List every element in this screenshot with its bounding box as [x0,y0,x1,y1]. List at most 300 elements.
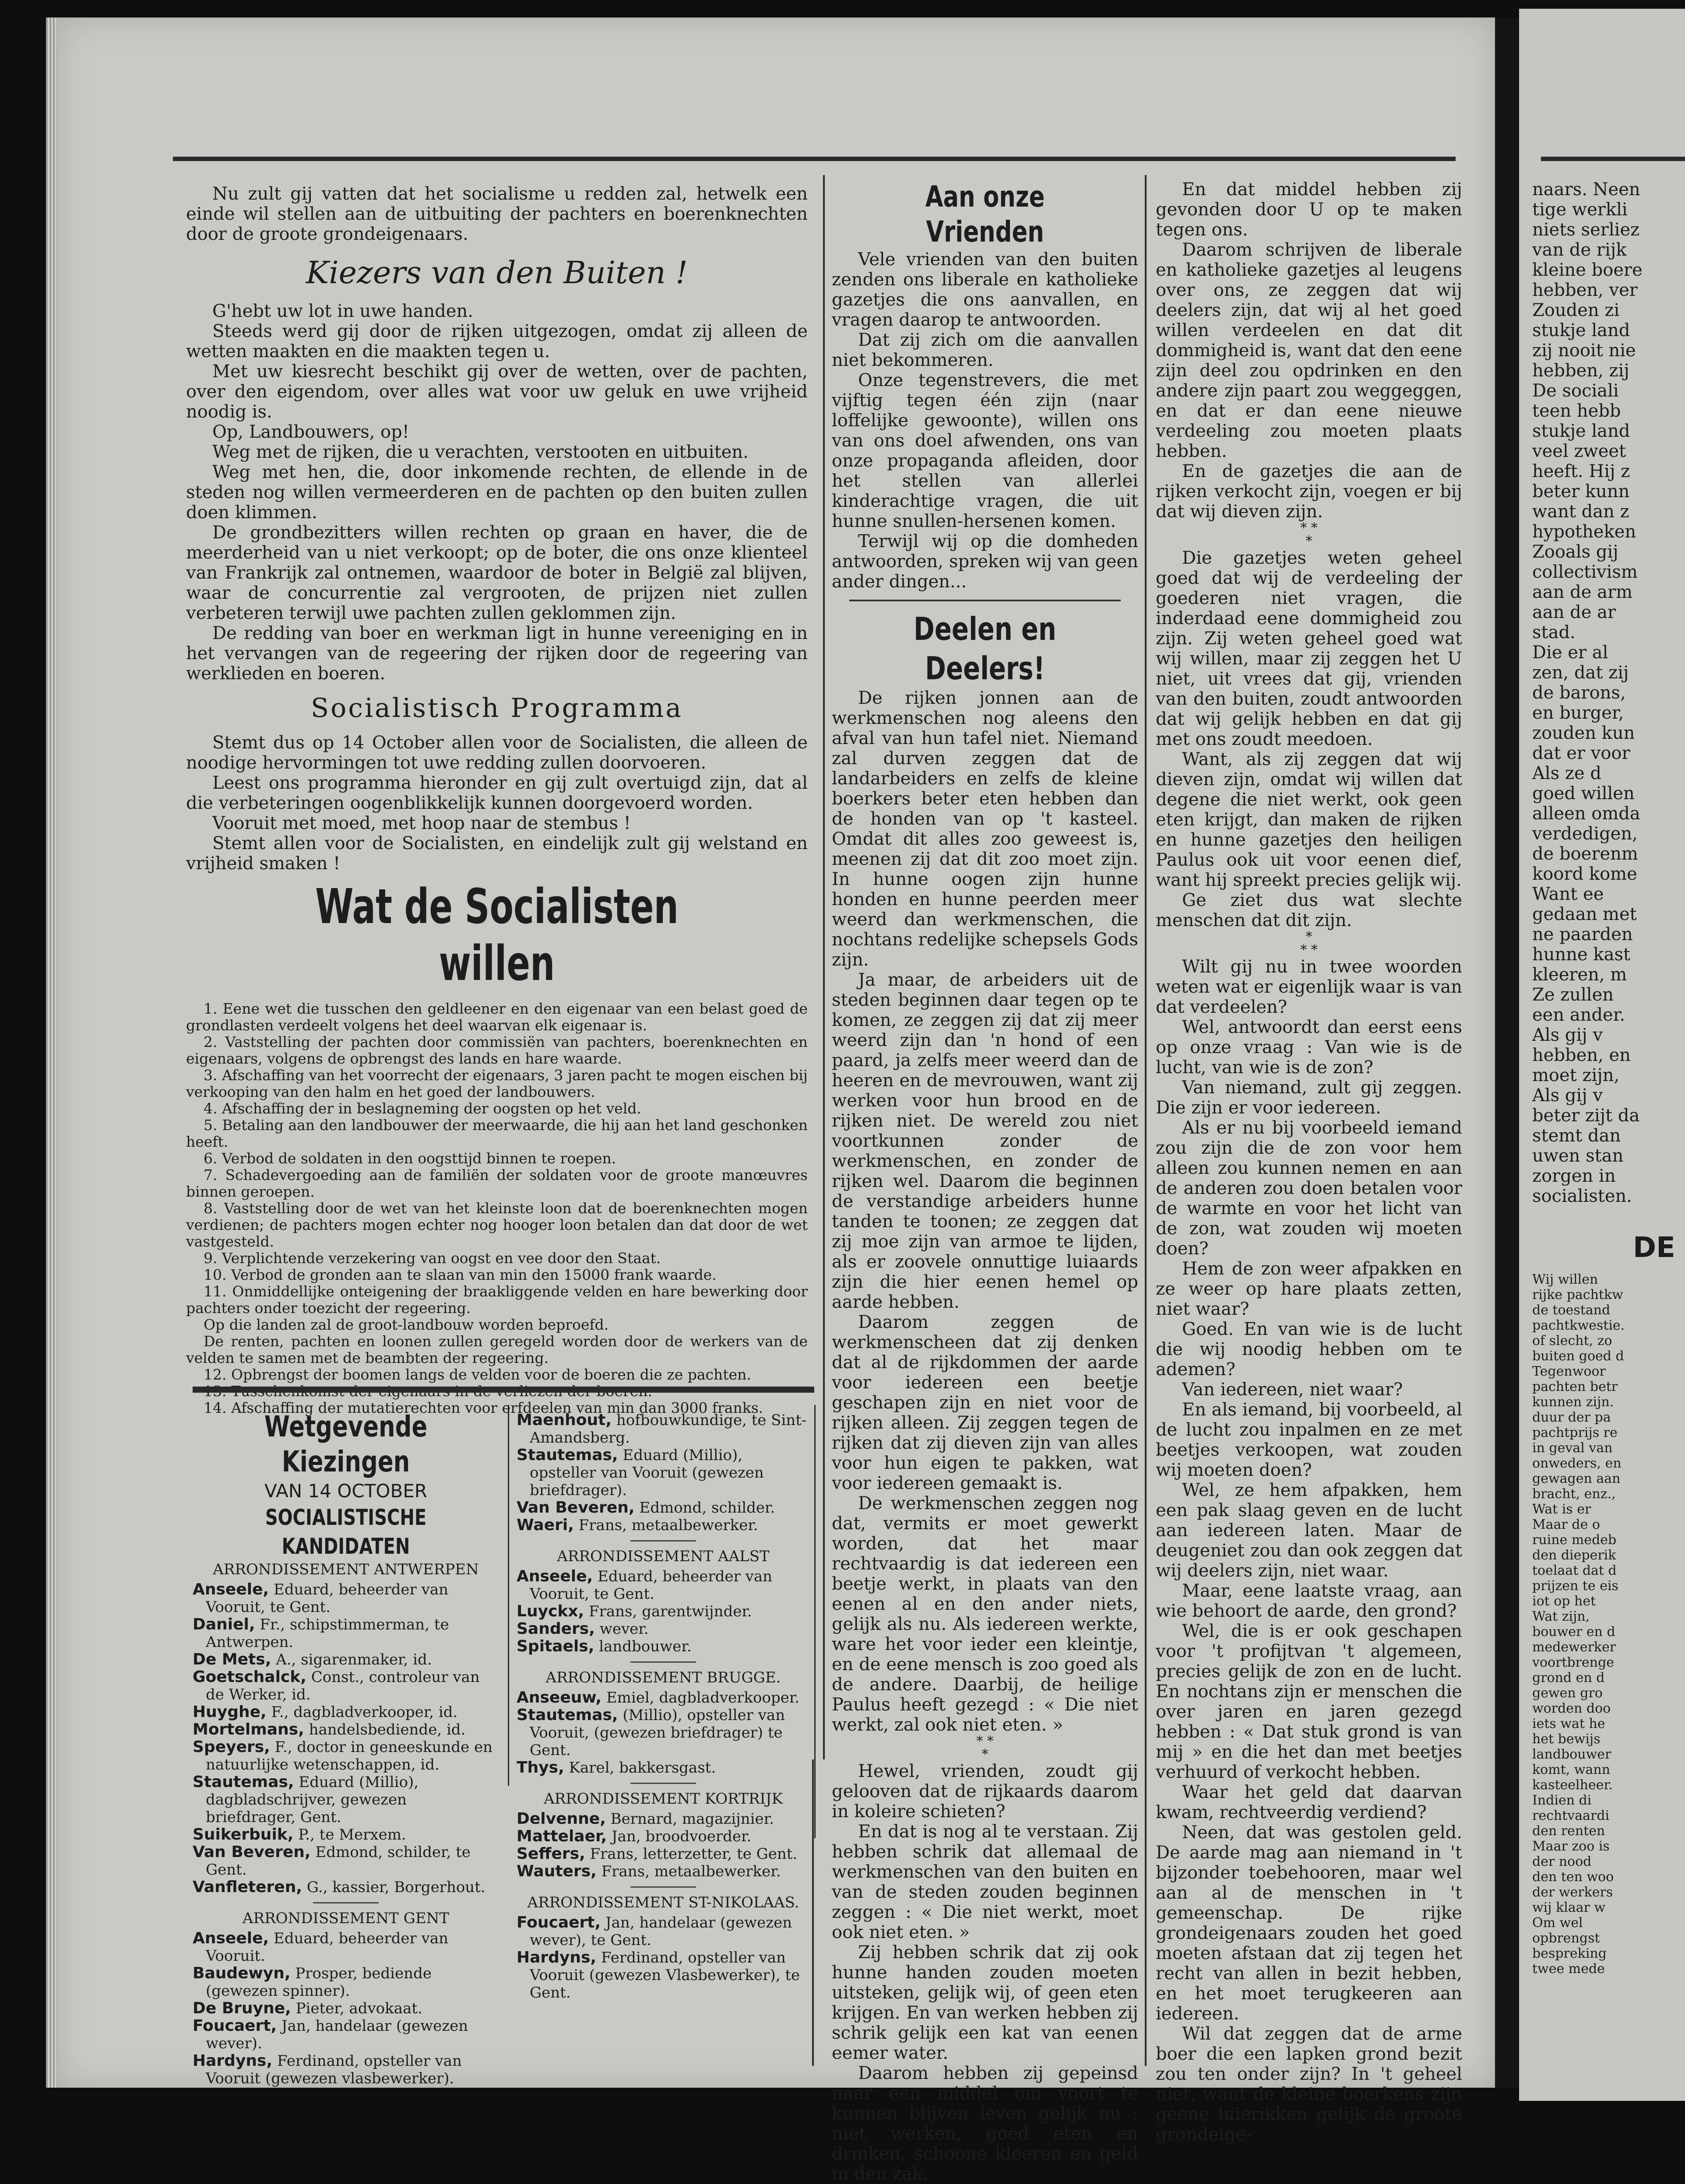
paragraph: Daarom zeggen de werkmenscheen dat zij denken dat al de rijkdommen der aarde voor iedereen een beetje geschapen zijn en niet voor de rijken alleen. Zij zeggen tegen de rijken dat zij dieven zijn van alles voor hun eigen te pakken, wat voor iedereen gemaakt is. [832,1312,1138,1493]
paragraph: De grondbezitters willen rechten op graan en haver, die de meerderheid van u niet verkoopt; op de boter, die ons onze klienteel van Frankrijk zal ontnemen, waardoor de boter in België zal blijven, waar de concurrentie zal vergrooten, de prijzen niet zullen verbeteren terwijl uwe pachten zullen geklommen zijn. [186,523,808,623]
neighbor-line: dat er voor [1532,743,1630,763]
candidate-name: Suikerbuik, [193,1826,294,1843]
paragraph: Steeds werd gij door de rijken uitgezogen, omdat zij alleen de wetten maakten en die maakten tegen u. [186,321,808,362]
candidate-name: Van Beveren, [193,1843,311,1861]
candidate-list-aalst [517,1568,810,1655]
kiezers-title: Kiezers van den Buiten ! [306,255,688,291]
neighbor-small-line: medewerker [1532,1640,1616,1655]
paragraph: Hewel, vrienden, zoudt gij gelooven dat de rijkaards daarom in koleire schieten? [832,1761,1138,1822]
candidate-entry [193,1581,499,1616]
candidate-name: Mattelaer, [517,1827,607,1845]
paragraph: Waar het geld dat daarvan kwam, rechtveerdig verdiend? [1156,1782,1462,1822]
candidate-entry [193,1965,499,2000]
candidate-desc: Frans, garentwijnder. [584,1603,752,1620]
candidate-entry [517,1845,810,1863]
candidate-entry [193,1703,499,1721]
asterism: * * * [976,1734,994,1762]
neighbor-text [1532,179,1685,1206]
page-gutter [1495,18,1519,2088]
neighbor-small-line: grond en d [1532,1670,1605,1685]
candidate-entry [517,1412,810,1447]
neighbor-small-line: landbouwer [1532,1747,1611,1762]
neighbor-small-line: worden doo [1532,1701,1611,1716]
paragraph: Op, Landbouwers, op! [212,422,409,442]
neighbor-line: zouden kun [1532,723,1635,743]
candidate-entry [517,1949,810,2001]
paragraph: Als er nu bij voorbeeld iemand zou zijn die de zon voor hem alleen zou kunnen nemen en aan de anderen zou doen betalen voor de warmte en voor het licht van de zon, wat zouden wij moeten doen? [1156,1118,1462,1259]
candidate-desc: hofbouwkundige, te Sint-Amandsberg. [530,1412,807,1447]
kiezingen-title: Wetgevende Kiezingen [264,1410,428,1478]
candidate-name: Stautemas, [517,1706,618,1724]
candidate-name: Stautemas, [517,1446,618,1464]
neighbor-line: gedaan met [1532,904,1637,924]
program-item: 8. Vaststelling door de wet van het kleinste loon dat de boerenknechten mogen verdienen; de pachters mogen echter nog hooger loon betalen dan dat door de wet vastgesteld. [186,1200,808,1250]
neighbor-small-line: in geval van [1532,1440,1613,1456]
program-item: 4. Afschaffing der in beslagneming der oogsten op het veld. [204,1100,641,1117]
candidate-entry [193,1773,499,1826]
neighbor-line: zij nooit nie [1532,341,1636,361]
neighbor-small-text [1532,1272,1685,1977]
candidate-name: Goetschalck, [193,1668,306,1686]
column-kandidaten-left [193,1409,499,2087]
candidate-entry [193,2017,499,2052]
column-kandidaten-right [517,1412,810,2001]
neighbor-small-line: den renten [1532,1823,1605,1839]
neighbor-line: Die er al [1532,643,1608,663]
candidate-desc: (Millio), opsteller van Vooruit, (gewezen briefdrager) te Gent. [530,1706,785,1759]
neighbor-small-line: den dieperik [1532,1548,1616,1563]
neighbor-small-line: Indien di [1532,1793,1592,1808]
top-rule [173,157,1456,161]
column-deelers-cont [1156,179,1462,2145]
neighbor-line: moet zijn, [1532,1065,1620,1085]
candidate-entry [517,1863,810,1880]
paragraph: Die gazetjes weten geheel goed dat wij de verdeeling der goederen niet vragen, die inderdaad eene dommigheid zou zijn. Zij weten geheel goed wat wij willen, maar zij zeggen het U niet, uit vrees dat gij, vrienden van den buiten, zoudt antwoorden dat wij gelijk hebben en dat gij met ons zoudt meedoen. [1156,548,1462,749]
paragraph: Van iedereen, niet waar? [1182,1380,1403,1400]
program-item: 11. Onmiddellijke onteigening der braakliggende velden en hare bewerking door pachters onder toezicht der regeering. [186,1283,808,1317]
candidate-entry [193,1879,499,1896]
candidate-desc: Bernard, magazijnier. [605,1810,774,1828]
candidate-name: Mortelmans, [193,1721,304,1738]
candidate-list-gent [193,1930,499,2087]
neighbor-line: aan de arm [1532,582,1633,602]
paragraph: G'hebt uw lot in uwe handen. [212,301,473,321]
program-item: 12. Opbrengst der boomen langs de velden voor de boeren die ze pachten. [204,1366,751,1383]
column-vrienden [832,179,1138,2184]
candidate-desc: Frans, metaalbewerker. [573,1517,758,1534]
candidate-entry [517,1568,810,1603]
candidate-entry [517,1620,810,1638]
candidate-entry [193,1738,499,1773]
program-title: Socialistisch Programma [311,693,683,723]
paragraph: Leest ons programma hieronder en gij zult overtuigd zijn, dat al die verbeteringen oogenblikkelijk kunnen doorgevoerd worden. [186,773,808,813]
neighbor-small-line: der nood [1532,1854,1592,1869]
neighbor-line: de boerenm [1532,844,1638,864]
candidate-entry [193,1651,499,1668]
paragraph: En dat is nog al te verstaan. Zij hebben schrik dat allemaal de werkmenschen van den buiten en van de steden zouden beginnen zeggen : « Die niet werkt, moet ook niet eten. » [832,1822,1138,1942]
separator [630,1540,696,1541]
paragraph: Want, als zij zeggen dat wij dieven zijn, omdat wij willen dat degene die niet werkt, ook geen eten krijgt, dan maken de rijken en hunne gazetjes den heiligen Paulus ook uit voor eenen dief, want hij spreekt precies gelijk wij. [1156,749,1462,890]
neighbor-line: beter kunn [1532,481,1630,502]
neighbor-line: stukje land [1532,421,1630,441]
arrondissement-heading: ARRONDISSEMENT ANTWERPEN [213,1561,479,1578]
paragraph: En de gazetjes die aan de rijken verkocht zijn, voegen er bij dat wij dieven zijn. [1156,461,1462,522]
neighbor-small-line: Om wel [1532,1915,1583,1931]
neighbor-small-line: Maar de o [1532,1517,1600,1532]
candidate-name: Waeri, [517,1516,574,1534]
candidate-entry [517,1447,810,1499]
neighbor-small-line: den ten woo [1532,1869,1614,1885]
neighbor-line: Als gij v [1532,1025,1603,1045]
candidate-desc: Eduard, beheerder van Vooruit. [206,1930,448,1965]
paragraph: Met uw kiesrecht beschikt gij over de wetten, over de pachten, over den eigendom, over alles wat voor uw geluk en uwe vrijheid noodig is. [186,362,808,422]
paragraph: Vele vrienden van den buiten zenden ons liberale en katholieke gazetjes die ons aanvallen, en vragen daarop te antwoorden. [832,249,1138,330]
candidate-entry [193,1616,499,1651]
vrienden-title: Aan onze Vrienden [925,180,1045,249]
neighbor-line: teen hebb [1532,401,1621,421]
neighbor-line: hebben, zij [1532,361,1629,381]
column-rule [823,175,825,1759]
arrondissement-heading: ARRONDISSEMENT AALST [557,1548,770,1565]
asterism: * * * [1300,520,1318,549]
candidate-name: Hardyns, [517,1949,597,1966]
neighbor-small-line: of slecht, zo [1532,1333,1612,1348]
candidate-name: Daniel, [193,1615,255,1633]
candidate-name: Delvenne, [517,1810,606,1828]
neighbor-line: socialisten. [1532,1186,1632,1206]
neighbor-small-line: rechtvaardi [1532,1808,1610,1823]
neighbor-line: veel zweet [1532,441,1626,461]
paragraph: Zij hebben schrik dat zij ook hunne handen zouden moeten uitsteken, gelijk wij, of geen eten krijgen. En van werken hebben zij schrik gelijk een kat van eenen eemer water. [832,1942,1138,2063]
paragraph: Stemt allen voor de Socialisten, en eindelijk zult gij welstand en vrijheid smaken ! [186,833,808,874]
program-item: 7. Schadevergoeding aan de familiën der soldaten voor de groote manœuvres binnen geroepen. [186,1166,808,1200]
program-item: De renten, pachten en loonen zullen geregeld worden door de werkers van de velden te samen met de beambten der regeering. [186,1333,808,1366]
candidate-name: Foucaert, [193,2017,277,2035]
candidate-desc: Eduard, beheerder van Vooruit, te Gent. [530,1568,772,1603]
program-item: 14. Afschaffing der mutatierechten voor erfdeelen van min dan 3000 franks. [204,1399,763,1416]
neighbor-small-line: onweders, en [1532,1456,1622,1471]
section-rule [849,600,1121,601]
neighbor-line: verdedigen, [1532,824,1638,844]
paragraph: De werkmenschen zeggen nog dat, vermits er moet gewerkt worden, dat het maar rechtvaardig is dat iedereen een beetje werkt, in plaats van den eenen al en den ander niets, gelijk als nu. Als iedereen werkte, ware het voor ieder een kleintje, en de eene mensch is zoo goed als de andere. Daarbij, de heilige Paulus heeft gezegd : « Die niet werkt, zal ook niet eten. » [832,1493,1138,1735]
arrondissement-heading: ARRONDISSEMENT GENT [242,1910,450,1927]
candidate-desc: wever. [594,1620,649,1638]
section-rule [193,1387,814,1393]
neighbor-line: alleen omda [1532,804,1640,824]
candidate-desc: Const., controleur van de Werker, id. [206,1668,480,1703]
candidate-desc: Frans, letterzetter, te Gent. [585,1845,798,1863]
candidate-list-antwerpen [193,1581,499,1896]
candidate-desc: Ferdinand, opsteller van Vooruit (gewezen vlasbewerker). [206,2052,462,2087]
paragraph: De redding van boer en werkman ligt in hunne vereeniging en in het vervangen van de regeering der rijken door de regeering van werklieden en boeren. [186,623,808,684]
deelen-title: Deelen en Deelers! [914,611,1056,687]
neighbor-small-line: ruine medeb [1532,1532,1617,1548]
candidate-name: Anseele, [517,1567,593,1585]
neighbor-small-line: pachten betr [1532,1379,1618,1394]
neighbor-small-line: voortbrenge [1532,1655,1615,1670]
paragraph: Vooruit met moed, met hoop naar de stembus ! [212,813,631,833]
candidate-name: Anseeuw, [517,1689,602,1706]
candidate-desc: Frans, metaalbewerker. [596,1863,781,1880]
neighbor-line: goed willen [1532,783,1635,804]
paragraph: Daarom schrijven de liberale en katholieke gazetjes al leugens over ons, ze zeggen dat wij deelers zijn, dat wij al het goed willen verdeelen en dat dit dommigheid is, want dat den eene zijn deel zou opdrinken en den andere zijn paart zou weggeggen, en dat er dan eene nieuwe verdeeling zou moeten plaats hebben. [1156,240,1462,461]
paragraph: Hem de zon weer afpakken en ze weer op hare plaats zetten, niet waar? [1156,1259,1462,1319]
arrondissement-heading: ARRONDISSEMENT KORTRIJK [544,1790,783,1808]
neighbor-small-line: duur der pa [1532,1410,1611,1425]
neighbor-line: stukje land [1532,320,1630,341]
candidate-desc: Eduard (Millio), opsteller van Vooruit (gewezen briefdrager). [530,1447,764,1499]
neighbor-line: De sociali [1532,381,1619,401]
neighbor-small-line: Wat is er [1532,1502,1591,1517]
candidate-desc: F., doctor in geneeskunde en natuurlijke wetenschappen, id. [206,1738,493,1773]
program-item: Op die landen zal de groot-landbouw worden beproefd. [204,1316,609,1333]
candidate-desc: G., kassier, Borgerhout. [302,1879,485,1896]
neighbor-small-line: gewen gro [1532,1685,1603,1701]
neighbor-line: hunne kast [1532,945,1631,965]
neighbor-line: stemt dan [1532,1126,1621,1146]
candidate-name: Hardyns, [193,2052,273,2070]
paragraph: De rijken jonnen aan de werkmenschen nog aleens den afval van hun tafel niet. Niemand zal durven zeggen dat de landarbeiders en zelfs de kleine boerkers beter eten hebben dan de honden van op 't kasteel. Omdat dit alles zoo geweest is, meenen zij dat dit zoo moet zijn. In hunne oogen zijn hunne honden en hunne peerden meer weerd dan werkmenschen, die nochtans redelijke schepsels Gods zijn. [832,688,1138,970]
kiezingen-subtitle: VAN 14 OCTOBER [264,1480,427,1502]
candidate-desc: Eduard, beheerder van Vooruit, te Gent. [206,1581,448,1616]
candidate-name: Maenhout, [517,1411,612,1429]
paragraph: Ja maar, de arbeiders uit de steden beginnen daar tegen op te komen, ze zeggen zij dat zij meer weerd zijn dan 'n hond of een paard, ja zelfs meer weerd dan de heeren en de mevrouwen, want zij werken voor hun brood en de rijken niet. De wereld zou niet voortkunnen zonder de werkmenschen, en zonder de rijken wel. Daarom die beginnen de verstandige arbeiders hunne tanden te toonen; ze zeggen dat zij moe zijn van armoe te lijden, als er zoovele onnuttige luiaards zijn die hier eenen hemel op aarde hebben. [832,970,1138,1312]
neighbor-small-line: Wij willen [1532,1272,1598,1287]
neighbor-line: Want ee [1532,884,1604,904]
paragraph: Wel, antwoordt dan eerst eens op onze vraag : Van wie is de lucht, van wie is de zon? [1156,1017,1462,1078]
column-rule [1145,175,1147,2066]
candidate-entry [193,2000,499,2017]
neighbor-small-line: het bewijs [1532,1731,1601,1747]
candidate-desc: landbouwer. [594,1638,692,1655]
candidate-name: Stautemas, [193,1773,294,1791]
candidate-name: Vanfleteren, [193,1878,303,1896]
candidate-entry [193,1826,499,1843]
neighbor-small-line: iot op het [1532,1594,1596,1609]
program-list [186,1001,808,1416]
paragraph: Stemt dus op 14 October allen voor de Socialisten, die alleen de noodige hervormingen tot uwe redding zullen doorvoeren. [186,733,808,773]
candidate-entry [517,1689,810,1706]
paragraph: Goed. En van wie is de lucht die wij noodig hebben om te ademen? [1156,1319,1462,1380]
neighbor-small-line: kunnen zijn. [1532,1394,1614,1410]
paragraph: Wilt gij nu in twee woorden weten wat er eigenlijk waar is van dat verdeelen? [1156,957,1462,1017]
candidate-name: Baudewyn, [193,1964,291,1982]
candidate-desc: Ferdinand, opsteller van Vooruit (gewezen Vlasbewerker), te Gent. [530,1949,800,2001]
column-rule [812,1759,814,2066]
intro-paragraph: Nu zult gij vatten dat het socialisme u redden zal, hetwelk een einde wil stellen aan de uitbuiting der pachters en boerenknechten door de groote grondeigenaars. [186,184,808,244]
neighbor-small-line: rijke pachtkw [1532,1287,1623,1303]
candidate-name: Foucaert, [517,1914,601,1931]
candidate-name: Luyckx, [517,1602,584,1620]
program-item: 5. Betaling aan den landbouwer der meerwaarde, die hij aan het land geschonken heeft. [186,1117,808,1150]
willen-title: Wat de Socialisten willen [315,878,679,991]
neighbor-line: ne paarden [1532,924,1633,945]
paragraph: Weg met hen, die, door inkomende rechten, de ellende in de steden nog willen vermeerderen en de pachten op den buiten zullen doen klimmen. [186,462,808,523]
candidate-list-stnik [517,1914,810,2001]
neighbor-small-line: de toestand [1532,1303,1611,1318]
candidate-name: De Bruyne, [193,1999,291,2017]
neighbor-small-line: twee mede [1532,1961,1605,1977]
program-item: 6. Verbod de soldaten in den oogsttijd binnen te roepen. [204,1150,616,1167]
candidate-desc: Jan, handelaar (gewezen wever), te Gent. [530,1914,792,1949]
paragraph: Wel, ze hem afpakken, hem een pak slaag geven en de lucht aan iedereen laten. Maar de deugeniet zou dan ook zeggen dat wij deelers zijn, niet waar. [1156,1480,1462,1581]
candidate-desc: Jan, handelaar (gewezen wever). [206,2017,468,2052]
neighbor-small-line: prijzen te eis [1532,1578,1618,1594]
candidate-entry [193,1668,499,1703]
candidate-name: Anseele, [193,1929,269,1947]
candidate-list-kortrijk [517,1810,810,1880]
neighbor-small-line: wij klaar w [1532,1900,1606,1915]
neighbor-line: kleeren, m [1532,965,1627,985]
separator [630,1886,696,1888]
neighbor-line: Als ze d [1532,763,1601,783]
candidate-list-gent-cont [517,1412,810,1534]
candidate-desc: Edmond, schilder. [634,1499,775,1517]
arrondissement-heading: ARRONDISSEMENT BRUGGE. [545,1669,781,1686]
separator [313,1902,379,1903]
candidate-entry [517,1603,810,1620]
column-rule [508,1405,509,1786]
neighbor-line: beter zijt da [1532,1106,1640,1126]
neighbor-line: hebben, ver [1532,280,1638,300]
neighbor-small-line: Wat zijn, [1532,1609,1590,1624]
candidate-name: Spitaels, [517,1637,594,1655]
candidate-entry [517,1759,810,1777]
candidate-desc: Jan, broodvoerder. [607,1828,752,1845]
candidate-name: Huyghe, [193,1703,267,1721]
neighbor-line: Als gij v [1532,1085,1603,1106]
neighbor-line: collectivism [1532,562,1638,582]
neighbor-line: Ze zullen [1532,985,1614,1005]
neighbor-line: hebben, en [1532,1045,1631,1065]
paragraph: Daarom hebben zij gepeinsd naar een middel om voort te kunnen blijven leven gelijk nu : niet werken, goed eten en drinken, schoone kleeren en geld in den zak. [832,2063,1138,2184]
neighbor-line: een ander. [1532,1005,1625,1025]
neighbor-line: hypotheken [1532,522,1636,542]
neighbor-small-line: opbrengst [1532,1931,1600,1946]
neighbor-line: koord kome [1532,864,1637,884]
candidate-desc: Fr., schipstimmerman, te Antwerpen. [206,1616,449,1651]
candidate-name: De Mets, [193,1650,271,1668]
candidate-entry [517,1499,810,1517]
candidate-name: Anseele, [193,1580,269,1598]
neighbor-line: Zouden zi [1532,300,1620,320]
paragraph: Neen, dat was gestolen geld. De aarde mag aan niemand in 't bijzonder toebehooren, maar wel aan al de menschen in 't gemeenschap. De rijke grondeigenaars zouden het goed moeten afstaan dat zij tegen het recht van allen in bezit hebben, en het moet terugkeeren aan iedereen. [1156,1822,1462,2024]
neighbor-line: want dan z [1532,502,1629,522]
program-item: 1. Eene wet die tusschen den geldleener en den eigenaar van een belast goed de grondlasten verdeelt volgens het deel waarvan elk eigenaar is. [186,1000,808,1034]
neighbor-small-line: toelaat dat d [1532,1563,1617,1578]
candidate-desc: Prosper, bediende (gewezen spinner). [206,1965,432,2000]
candidate-entry [517,1638,810,1655]
neighbor-small-line: buiten goed d [1532,1348,1624,1364]
program-item: 10. Verbod de gronden aan te slaan van min den 15000 frank waarde. [204,1266,717,1283]
candidate-entry [193,1930,499,1965]
candidate-entry [517,1914,810,1949]
neighbor-small-line: pachtkwestie. [1532,1318,1625,1333]
asterism: * * * [1300,929,1318,958]
separator [630,1783,696,1784]
neighbor-small-line: kasteelheer. [1532,1777,1613,1793]
column-kiezers [186,184,808,1416]
program-item: 3. Afschaffing van het voorrecht der eigenaars, 3 jaren pacht te mogen eischen bij verkooping van den halm en het goed der landbouwers. [186,1067,808,1100]
neighbor-line: tige werkli [1532,200,1628,220]
candidate-desc: Emiel, dagbladverkooper. [602,1689,800,1706]
candidate-name: Van Beveren, [517,1499,635,1517]
candidate-list-brugge [517,1689,810,1777]
neighbor-small-line: bespreking [1532,1946,1607,1961]
candidate-name: Wauters, [517,1862,597,1880]
paragraph: Terwijl wij op die domheden antwoorden, spreken wij van geen ander dingen... [832,531,1138,592]
paragraph: Dat zij zich om die aanvallen niet bekommeren. [832,330,1138,370]
neighbor-line: en burger, [1532,703,1624,723]
paragraph: Ge ziet dus wat slechte menschen dat dit zijn. [1156,890,1462,930]
candidate-entry [517,1517,810,1534]
neighbor-line: de barons, [1532,683,1626,703]
candidate-desc: Karel, bakkersgast. [564,1759,716,1777]
candidate-name: Seffers, [517,1845,585,1863]
neighbor-line: stad. [1532,622,1576,643]
candidate-entry [193,1721,499,1738]
neighbor-line: kleine boere [1532,260,1643,280]
paragraph: En dat middel hebben zij gevonden door U op te maken tegen ons. [1156,179,1462,240]
neighbor-small-line: Maar zoo is [1532,1839,1610,1854]
neighbor-line: van de rijk [1532,240,1627,260]
kandidaten-heading: SOCIALISTISCHE KANDIDATEN [265,1505,427,1559]
paragraph: En als iemand, bij voorbeeld, al de lucht zou inpalmen en ze met beetjes verkoopen, wat zouden wij moeten doen? [1156,1400,1462,1480]
program-item: 9. Verplichtende verzekering van oogst en vee door den Staat. [204,1250,661,1267]
neighbor-line: heeft. Hij z [1532,461,1630,481]
neighbor-small-line: pachtprijs re [1532,1425,1618,1440]
neighbor-heading: DE [1633,1232,1675,1264]
candidate-entry [517,1810,810,1828]
neighbor-line: zorgen in [1532,1166,1616,1186]
candidate-entry [517,1706,810,1759]
neighbor-line: Zooals gij [1532,542,1618,562]
candidate-desc: F., dagbladverkooper, id. [266,1703,458,1721]
candidate-desc: Eduard (Millio), dagbladschrijver, gewezen briefdrager, Gent. [206,1773,419,1826]
candidate-desc: Pieter, advokaat. [291,2000,422,2017]
candidate-desc: Edmond, schilder, te Gent. [206,1843,471,1879]
neighbor-small-line: Tegenwoor [1532,1364,1606,1379]
neighbor-small-line: komt, wann [1532,1762,1611,1777]
top-rule-neighbor [1541,157,1685,161]
program-item: 2. Vaststelling der pachten door commissiën van pachters, boerenknechten en eigenaars, volgens de opbrengst des lands en hare waarde. [186,1033,808,1067]
neighbor-small-line: gewagen aan [1532,1471,1621,1486]
candidate-name: Sanders, [517,1620,595,1638]
neighbor-small-line: iets wat he [1532,1716,1605,1731]
neighbor-small-line: bouwer en d [1532,1624,1615,1640]
candidate-entry [193,2052,499,2087]
candidate-name: Thys, [517,1759,564,1777]
neighbor-line: zen, dat zij [1532,663,1629,683]
candidate-desc: P., te Merxem. [293,1826,406,1843]
candidate-desc: handelsbediende, id. [304,1721,466,1738]
arrondissement-heading: ARRONDISSEMENT ST-NIKOLAAS. [527,1894,799,1911]
neighbor-line: naars. Neen [1532,179,1640,200]
neighbor-small-line: bracht, enz., [1532,1486,1616,1502]
candidate-name: Speyers, [193,1738,270,1756]
candidate-desc: A., sigarenmaker, id. [271,1651,432,1668]
neighbor-line: uwen stan [1532,1146,1624,1166]
paragraph: Maar, eene laatste vraag, aan wie behoort de aarde, den grond? [1156,1581,1462,1621]
paragraph: Van niemand, zult gij zeggen. Die zijn er voor iedereen. [1156,1078,1462,1118]
neighbor-small-line: der werkers [1532,1885,1613,1900]
paragraph: Onze tegenstrevers, die met vijftig tegen één zijn (naar loffelijke gewoonte), willen ons van ons doel afwenden, ons van onze propaganda afleiden, door het stellen van allerlei kinderachtige vragen, die uit hunne snullen-hersenen komen. [832,370,1138,531]
column-rule [814,1405,816,1838]
neighbor-line: aan de ar [1532,602,1616,622]
paragraph: Wil dat zeggen dat de arme boer die een lapken grond bezit zou ten onder zijn? In 't geheel niet, want de kleine boerkens zijn geene luierikken gelijk de groote grondeige- [1156,2024,1462,2145]
neighbor-line: niets serliez [1532,220,1640,240]
separator [630,1661,696,1663]
